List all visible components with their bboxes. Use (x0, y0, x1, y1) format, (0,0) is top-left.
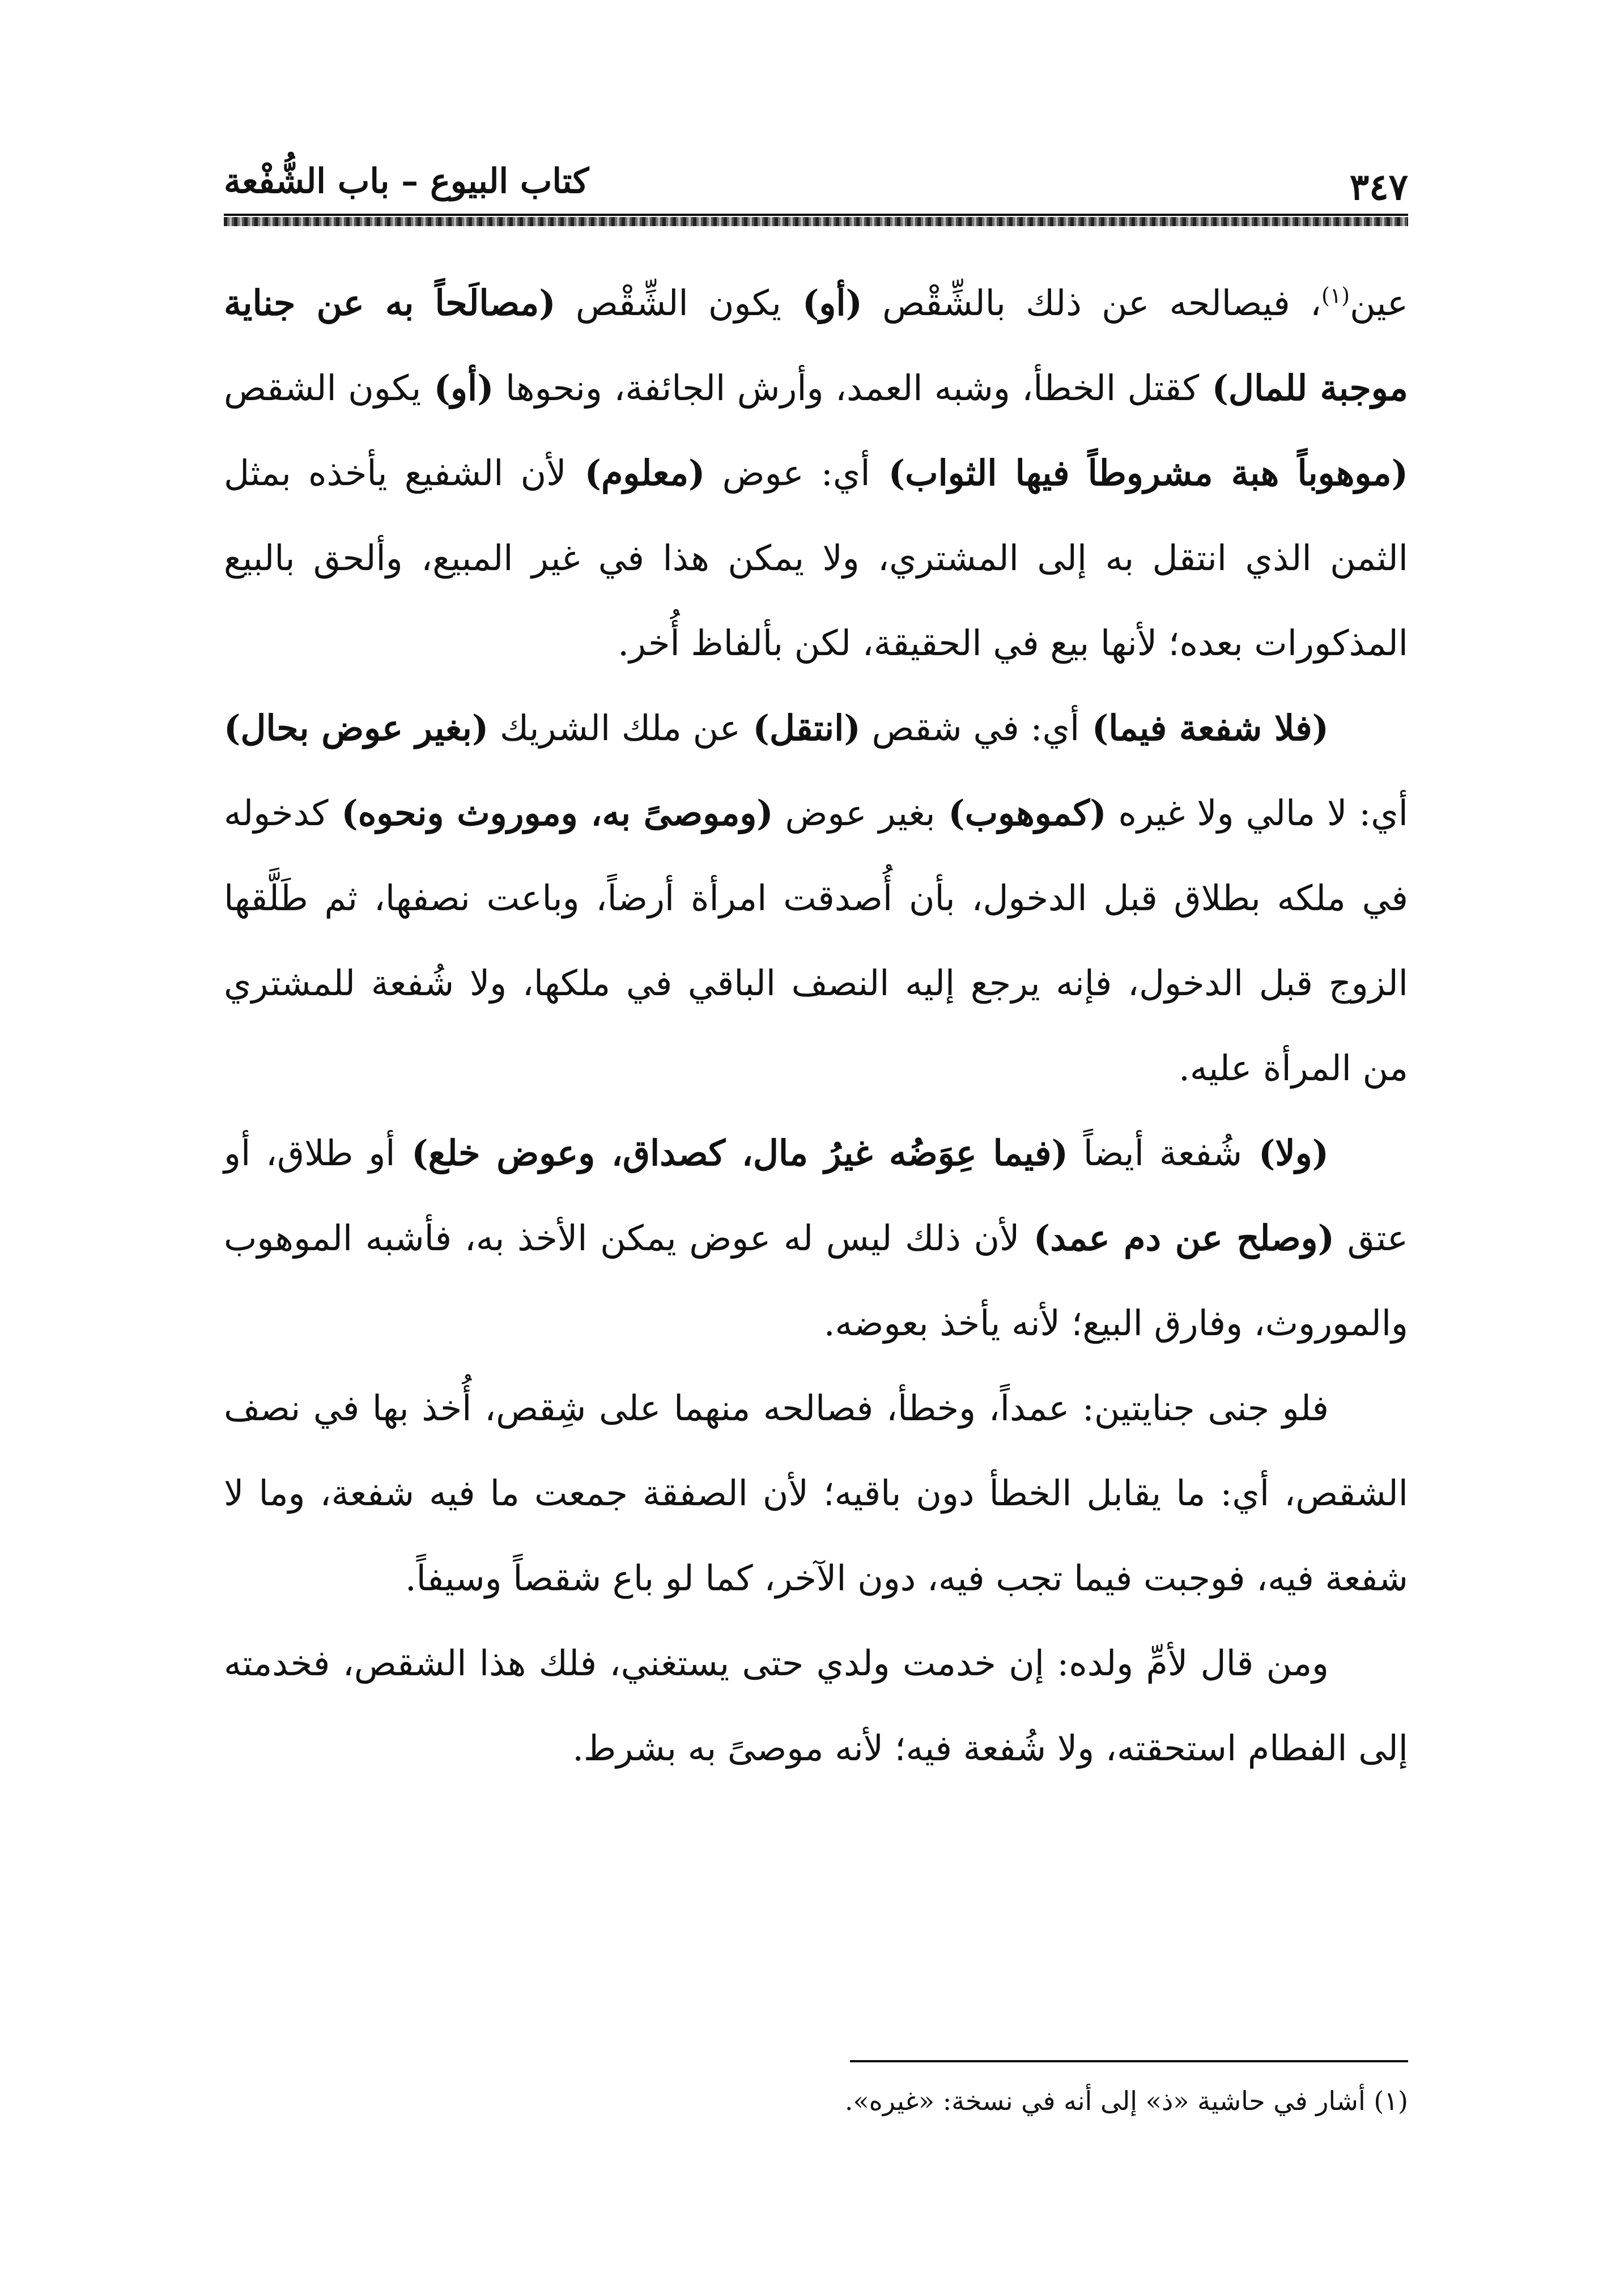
commentary-text: أي: عوض (705, 452, 870, 494)
matn-text: (أو) (781, 282, 862, 324)
paragraph (224, 686, 1408, 1111)
paragraph (224, 1366, 1408, 1621)
paragraph (224, 1621, 1408, 1791)
commentary-text: أو طلاق، أو عتق (224, 1132, 1408, 1259)
main-text (224, 261, 1408, 1791)
commentary-text: شُفعة أيضاً (1068, 1132, 1243, 1174)
matn-text: (وموصىً به، وموروث ونحوه) (328, 792, 773, 834)
page-header (224, 150, 1408, 230)
commentary-text: لأن الشفيع يأخذه بمثل الثمن الذي انتقل به إلى المشتري، ولا يمكن هذا في غير المبيع، وألحق بالبيع المذكورات بعده؛ لأنها بيع في الحقيقة، لكن بألفاظ أُخر. (224, 452, 1408, 664)
commentary-text: ، فيصالحه عن ذلك بالشِّقْص (862, 282, 1322, 324)
matn-text: (أو) (421, 367, 494, 409)
commentary-text: أي: في شقص (860, 707, 1080, 749)
commentary-text: ومن قال لأمِّ ولده: إن خدمت ولدي حتى يستغني، فلك هذا الشقص، فخدمته إلى الفطام استحقته، ولا شُفعة فيه؛ لأنه موصىً به بشرط. (224, 1642, 1408, 1769)
commentary-text: لأن ذلك ليس له عوض يمكن الأخذ به، فأشبه الموهوب والموروث، وفارق البيع؛ لأنه يأخذ بعوضه. (224, 1217, 1408, 1344)
commentary-text: أي: لا مالي ولا غيره (1106, 792, 1408, 834)
commentary-text: عين (1350, 282, 1408, 324)
page-number: ٣٤٧ (1349, 166, 1408, 209)
matn-text: (فلا شفعة فيما) (1079, 707, 1329, 749)
commentary-text: كدخوله في ملكه بطلاق قبل الدخول، بأن أُصدقت امرأة أرضاً، وباعت نصفها، ثم طَلَّقها الزوج قبل الدخول، فإنه يرجع إليه النصف الباقي في ملكها، ولا شُفعة للمشتري من المرأة عليه. (224, 792, 1408, 1089)
matn-text: (انتقل) (740, 707, 861, 749)
header-rule-line (224, 214, 1408, 216)
matn-text: (وصلح عن دم عمد) (1019, 1217, 1334, 1259)
commentary-text: كقتل الخطأ، وشبه العمد، وأرش الجائفة، ونحوها (494, 367, 1200, 409)
commentary-text: يكون الشِّقْص (555, 282, 781, 324)
commentary-text: عن ملك الشريك (488, 707, 741, 749)
paragraph (224, 261, 1408, 686)
running-title: كتاب البيوع – باب الشُّفْعة (224, 162, 589, 201)
matn-text: (بغير عوض بحال) (224, 707, 489, 749)
matn-text: (مصالَحاً به عن جناية موجبة للمال) (224, 282, 1409, 409)
header-ornament-rule (224, 217, 1408, 226)
matn-text: (كموهوب) (935, 792, 1107, 834)
commentary-text: بغير عوض (773, 792, 936, 834)
footnote-marker: (١) (1321, 283, 1350, 308)
footnote: (١) أشار في حاشية «ذ» إلى أنه في نسخة: «غيره». (844, 2086, 1408, 2116)
paragraph (224, 1111, 1408, 1366)
commentary-text: فلو جنى جنايتين: عمداً، وخطأ، فصالحه منهما على شِقص، أُخذ بها في نصف الشقص، أي: ما يقابل الخطأ دون باقيه؛ لأن الصفقة جمعت ما فيه شفعة، وما لا شفعة فيه، فوجبت فيما تجب فيه، دون الآخر، كما لو باع شقصاً وسيفاً. (224, 1387, 1408, 1599)
footnote-separator (850, 2060, 1408, 2062)
matn-text: (معلوم) (566, 452, 705, 494)
matn-text: (فيما عِوَضُه غيرُ مال، كصداق، وعوض خلع) (395, 1132, 1068, 1174)
matn-text: (موهوباً هبة مشروطاً فيها الثواب) (870, 452, 1408, 494)
commentary-text: يكون الشقص (224, 367, 422, 409)
matn-text: (ولا) (1242, 1132, 1329, 1174)
